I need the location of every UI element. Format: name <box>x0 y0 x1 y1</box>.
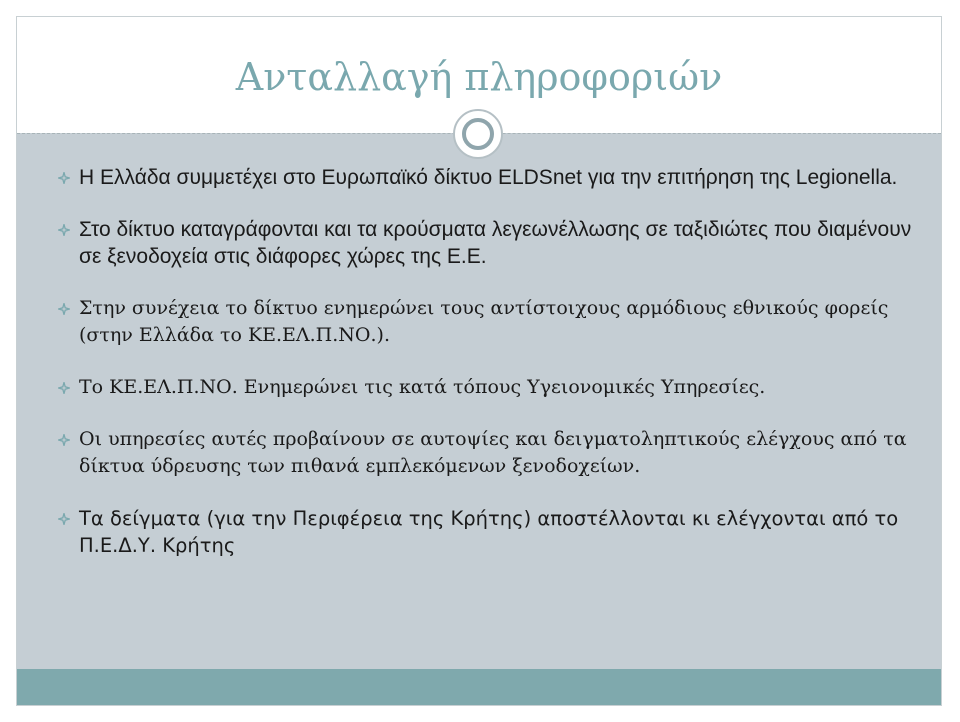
bullet-text: Οι υπηρεσίες αυτές προβαίνουν σε αυτοψίες και δειγματοληπτικούς ελέγχους από τα δίκτυα ύδρευσης των πιθανά εμπλεκόμενων ξενοδοχείων. <box>79 428 907 477</box>
bullet-text: Στην συνέχεια το δίκτυο ενημερώνει τους αντίστοιχους αρμόδιους εθνικούς φορείς (στην Ελλάδα το ΚΕ.ΕΛ.Π.ΝΟ.). <box>79 297 889 346</box>
diamond-flower-icon <box>58 303 70 315</box>
diamond-flower-icon <box>58 513 70 525</box>
ring-ornament-icon <box>453 109 503 159</box>
bullet-text: Στο δίκτυο καταγράφονται και τα κρούσματα λεγεωνέλλωσης σε ταξιδιώτες που διαμένουν σε ξενοδοχεία στις διάφορες χώρες της Ε.Ε. <box>79 218 912 268</box>
bullet-item <box>62 374 922 401</box>
bullet-text: Τα δείγματα (για την Περιφέρεια της Κρήτης) αποστέλλονται κι ελέγχονται από το Π.Ε.Δ.Υ. Κρήτης <box>79 507 899 557</box>
diamond-flower-icon <box>58 434 70 446</box>
bullet-item <box>62 426 922 480</box>
bullet-item <box>62 216 922 270</box>
bottom-bar <box>17 669 941 705</box>
bullet-text: Η Ελλάδα συμμετέχει στο Ευρωπαϊκό δίκτυο ELDSnet για την επιτήρηση της Legionella. <box>79 166 898 189</box>
bullet-item <box>62 164 922 191</box>
bullet-item <box>62 295 922 349</box>
ring-inner <box>462 118 494 150</box>
bullet-item <box>62 505 922 559</box>
diamond-flower-icon <box>58 382 70 394</box>
diamond-flower-icon <box>58 172 70 184</box>
diamond-flower-icon <box>58 224 70 236</box>
bullet-text: Το ΚΕ.ΕΛ.Π.ΝΟ. Ενημερώνει τις κατά τόπους Υγειονομικές Υπηρεσίες. <box>79 376 766 398</box>
bullet-list <box>62 164 922 584</box>
slide-title: Ανταλλαγή πληροφοριών <box>235 55 723 99</box>
